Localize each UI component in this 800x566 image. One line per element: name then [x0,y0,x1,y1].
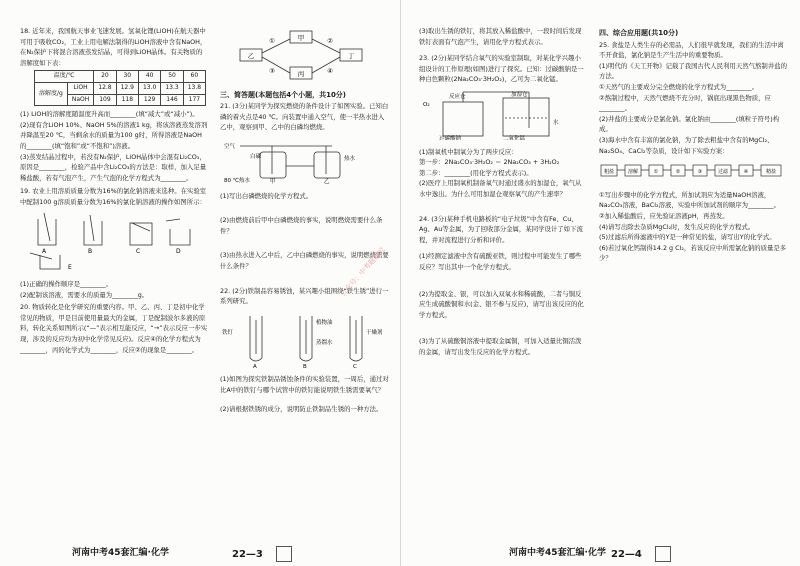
edge-label: ② [327,37,333,45]
q20-diagram [220,29,390,81]
q23-step1: 第一步：2Na₂CO₃·3H₂O₂ ＝ 2Na₂CO₃ + 3H₂O₂ [419,158,560,167]
q19-stem: 19. 农业上用溶质质量分数为16%的氯化钠溶液来选种。在实验室中配制100 g溶质质量分数为16%的氯化钠溶液的操作如图所示： [20,187,207,206]
column-2 [220,26,390,414]
q18-part1: (1) LiOH的溶解度随温度升高而________(填“减大”或“减小”)。 [20,110,199,119]
fig-label: A [42,247,47,255]
q25-part1: (1)明代的《天工开物》记载了我国古代人民利用天然气熬制井盐的方法。 [599,61,787,81]
table-cell: 13.0 [138,82,160,94]
q22-part3: (3)取出生锈的铁钉，将其放入稀盐酸中，一段时间后发现铁钉表面有气泡产生，请用化学方程式表示。 [419,27,582,46]
column-3 [419,26,587,357]
q24-stem: 24. (3分)某种手机电路板的“电子垃圾”中含有Fe、Cu、Ag、Au等金属，为了回收部分金属，某同学设计了如下流程，并对流程进行分析和评价。 [419,214,583,244]
section3-title: 三、简答题(本题包括4个小题，共10分) [220,90,347,99]
fig-label: 反应仓 [449,93,466,100]
q22-stem: 22. (2分)铁制品容易锈蚀，某兴趣小组围绕“铁生锈”进行一系列研究。 [220,286,389,306]
q22-part2: (2)请根据铁锈的成分，说明防止铁制品生锈的一种方法。 [220,404,383,413]
fig-label: 干燥剂 [366,329,383,336]
flow-label: ③ [697,169,703,176]
table-cell: 12.9 [116,82,138,94]
edge-label: ④ [327,67,333,75]
table-cell: NaOH [67,94,93,106]
flow-label: ② [675,169,681,176]
q25-stem: 25. 食盐是人类生存的必需品，人们很早就发现，我们的生活中离不开食盐，氯化钠是生产生活中的重要物质。 [599,40,784,60]
q25-part1b: ②熬制过程中，天然气燃烧不充分时，锅底出现黑色物质，应________。 [599,93,771,113]
q18-part2: (2)现有含LiOH 10%、NaOH 5%的溶液1 kg，将该溶液蒸发溶剂并降温至20 ℃，当剩余水的质量为100 g时，所得溶液是NaOH的________(填“饱和”或“不饱和”)溶液。 [20,120,208,150]
q23-stem: 23. (2分)某同学结合氧气的实验室制取，对某化学兴趣小组设计的工作原理(如图)进行了探究。已知：过碳酸钠是一种白色颗粒(2Na₂CO₃·3H₂O₂)，乙可为二氧化锰。 [419,54,584,84]
q22-part1: (1)如图为探究铁制品锈蚀条件的实验装置，一周后，通过对比A中的铁钉与哪个试管中的铁钉能说明铁生锈需要氧气？ [220,375,389,394]
q23-figure [419,88,587,140]
table-cell: 13.3 [161,82,183,94]
q24-part3: (3)为了从硫酸铜溶液中提取金属铜，可加入适量比铜活泼的金属，请写出发生反应的化学方程式。 [419,337,582,356]
footer-title: 河南中考45套汇编·化学 [509,548,606,558]
q23-step2: 第二步：________(用化学方程式表示)。 [419,168,533,177]
node-label: 丙 [297,70,305,78]
flow-label: 粗盐 [603,169,615,176]
fig-label: 加湿仓 [511,91,528,98]
flow-label: 过滤 [717,169,729,176]
table-row-label: 溶解度/g [35,82,68,105]
q20-stem: 20. 物质转化是化学研究的重要内容。甲、乙、丙、丁是初中化学常见的物质，甲是目前使用量最大的金属，丁是配制波尔多液的原料，转化关系如图所示(“—”表示相互能反应，“→”表示反应一步实现，涉及的反应均为初中化学常见反应)。反应④的化学方程式为________，丙的化学式为________，反应②的现象是________。 [20,303,208,354]
q22-figure [220,310,390,368]
table-cell: LiOH [67,82,93,94]
q19-figure [20,211,208,273]
q21-part3: (3)由热水进入乙中后，乙中白磷燃烧的事实，说明燃烧需要什么条件？ [220,251,389,270]
fig-label: 过碳酸钠 [439,135,462,140]
watermark: 公众号：中考题研究 [338,245,387,299]
solubility-table [34,70,206,106]
q21-part2: (2)由燃烧前后甲中白磷燃烧的事实，说明燃烧需要什么条件？ [220,216,383,235]
fig-label: 乙 [324,178,330,184]
fig-label: B [88,247,93,255]
edge-label: ③ [269,67,275,75]
fig-label: A [253,363,257,368]
q25-part2: (2)井盐的主要成分是氯化钠。氯化钠由________(填粒子符号)构成。 [599,114,780,134]
flow-label: 溶解 [627,169,639,176]
section4-title: 四、综合应用题(共10分) [599,29,679,37]
q25-part5: (5)过滤后所得滤液中的Y是一种常见的盐，请写出Y的化学式。 [599,233,776,242]
table-cell: 12.8 [94,82,116,94]
qr-code-icon [276,546,292,562]
column-4 [599,26,787,264]
q25-part4: (4)请写出除去杂质MgCl₂时，发生反应的化学方程式。 [599,222,755,231]
table-header-cell: 温度/℃ [35,71,94,83]
table-cell: 146 [161,94,183,106]
table-header-cell: 30 [116,71,138,83]
q19-part2: (2)配制该溶液，需要水的质量为________g。 [20,290,149,299]
q25-part1a: ①天然气的主要成分完全燃烧的化学方程式为________。 [599,82,759,91]
table-header-cell: 60 [183,71,205,83]
table-cell: 118 [116,94,138,106]
fig-label: 甲 [270,178,276,184]
node-label: 丁 [347,52,355,60]
page-right [400,0,800,566]
table-header-cell: 50 [161,71,183,83]
column-1 [20,26,208,355]
fig-label: 空气 [224,143,236,150]
qr-code-icon [655,546,671,562]
fig-label: 二氧化锰 [503,135,526,140]
q25-flowchart [599,159,787,183]
edge-label: ① [269,37,275,45]
footer-title: 河南中考45套汇编·化学 [72,548,169,558]
table-header-cell: 20 [94,71,116,83]
q23-part2: (2)医疗上用制氧机制备氧气时通过盛水的加湿仓，氧气从水中逸出。为什么可用加湿仓观察氧气的产生速率？ [419,179,582,198]
table-cell: 177 [183,94,205,106]
table-cell: 109 [94,94,116,106]
table-cell: 129 [138,94,160,106]
q25-part6: (6)若过氧化钙制得14.2 g Cl₂，若该反应中所需氯化钠的质量是多少？ [599,243,787,263]
q24-part1: (1)经测定滤液中含有硫酸亚铁，则过程中可能发生了哪些反应？写出其中一个化学方程式。 [419,252,582,271]
q18-stem: 18. 近年来，我国航天事业飞速发展。氢氧化锂(LiOH)在航天器中可用于吸收CO₂，工业上用电解法制得的LiOH溶液中含有NaOH，在N₂保护下将混合溶液蒸发结晶，可得到LiOH晶体。有关物质的溶解度如下表： [20,27,207,67]
fig-label: 蒸馏水 [316,339,333,346]
q21-stem: 21. (3分)某同学为探究燃烧的条件设计了如图实验。已知白磷的着火点是40 ℃。向装置中通入空气，使一半热水进入乙中，观察到甲、乙中的白磷均燃烧。 [220,102,389,132]
fig-label: B [303,363,307,368]
node-label: 甲 [297,34,305,42]
table-header-cell: 40 [138,71,160,83]
flow-label: ① [653,169,659,176]
page-number: 22—3 [232,549,263,560]
table-cell: 13.8 [183,82,205,94]
fig-label: E [68,263,72,271]
page-number: 22—4 [611,549,642,560]
fig-label: 白磷 [250,153,262,160]
fig-label: D [176,247,181,255]
fig-label: 热水 [344,155,356,162]
fig-label: C [353,363,357,368]
q21-part1: (1)写出白磷燃烧的化学方程式。 [220,191,313,200]
fig-label: 铁钉 [222,329,234,336]
q25-part3b: ②加入稀盐酸后，应先验证溶液pH，再蒸发。 [599,211,729,220]
fig-label: 80 ℃热水 [224,177,250,184]
q19-part1: (1)正确的操作顺序是________。 [20,280,113,289]
q25-part3: (3)海水中含有丰富的氯化钠，为了除去粗盐中含有的MgCl₂、Na₂SO₄、CaCl₂等杂质，设计如下实验方案： [599,135,774,155]
q18-part3: (3)蒸发结晶过程中，若没有N₂保护，LiOH晶体中会混有Li₂CO₃，原因是________，检验产品中含Li₂CO₃的方法是：取样，加入足量稀盐酸，若有气泡产生，产生气泡的化学方程式为________。 [20,152,207,182]
beaker-icon [30,213,190,269]
fig-label: 水 [553,119,559,126]
fig-label: C [136,247,141,255]
fig-label: 植物油 [316,319,333,326]
fig-label: O₂ [423,101,430,108]
flow-label: 精盐 [765,169,777,176]
flow-label: ④ [743,169,749,176]
q21-figure [220,136,390,184]
q24-part2: (2)为提取金、银，可以加入双氧水和稀硫酸，二者与铜反应生成硫酸铜和水(金、银不参与反应)，请写出该反应的化学方程式。 [419,289,584,319]
q23-part1: (1)制氧机中制氧分为了两步反应： [419,147,518,156]
q25-part3a: ①写出步骤中的化学方程式，所加试剂应为适量NaOH溶液，Na₂CO₃溶液，BaCl₂溶液，实验中所加试剂的顺序为________。 [599,190,781,210]
node-label: 乙 [247,52,255,60]
